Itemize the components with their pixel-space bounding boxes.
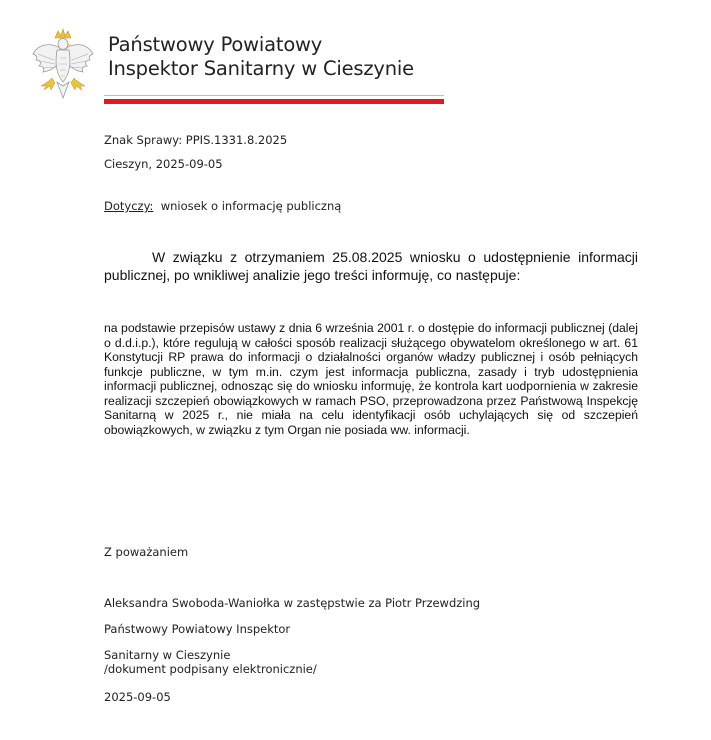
regarding-line [104, 199, 341, 213]
main-paragraph: na podstawie przepisów ustawy z dnia 6 września 2001 r. o dostępie do informacji publicznej (dalej o d.d.i.p.), które regulują w całości sposób realizacji służącego obywatelom określonego w art. 61 Konstytucji RP prawa do informacji o działalności organów władzy publicznej i osób pełniących funkcje publiczne, w tym m.in. czym jest informacja publiczna, zasady i tryb udostępnienia informacji publicznej, odnosząc się do wniosku informuję, że kontrola kart uodpornienia w zakresie realizacji szczepień obowiązkowych w ramach PSO, przeprowadzona przez Państwową Inspekcję Sanitarną w 2025 r., nie miała na celu identyfikacji osób uchylających się od szczepień obowiązkowych, w związku z tym Organ nie posiada ww. informacji. [104, 321, 638, 437]
organization-name [108, 33, 414, 81]
organization-name-line2: Inspektor Sanitarny w Cieszynie [108, 57, 414, 80]
place-date: Cieszyn, 2025-09-05 [104, 157, 223, 171]
header-divider-red [104, 99, 444, 104]
header-divider-grey [104, 95, 444, 96]
intro-text: W związku z otrzymaniem 25.08.2025 wniosku o udostępnienie informacji publicznej, po wnikliwej analizie jego treści informuję, co następuje: [104, 249, 638, 283]
signer-title-line2: Sanitarny w Cieszynie [104, 648, 231, 662]
electronic-signature-note: /dokument podpisany elektronicznie/ [104, 662, 317, 676]
case-number: Znak Sprawy: PPIS.1331.8.2025 [104, 133, 288, 147]
signature-date: 2025-09-05 [104, 690, 171, 704]
signer-name: Aleksandra Swoboda-Waniołka w zastępstwie za Piotr Przewdzing [104, 596, 481, 610]
regarding-label: Dotyczy: [104, 199, 154, 213]
polish-eagle-emblem [30, 28, 96, 104]
signer-title-line1: Państwowy Powiatowy Inspektor [104, 622, 291, 636]
regarding-text: wniosek o informację publiczną [160, 199, 342, 213]
intro-paragraph [104, 248, 638, 284]
closing: Z poważaniem [104, 545, 189, 559]
organization-name-line1: Państwowy Powiatowy [108, 33, 323, 56]
